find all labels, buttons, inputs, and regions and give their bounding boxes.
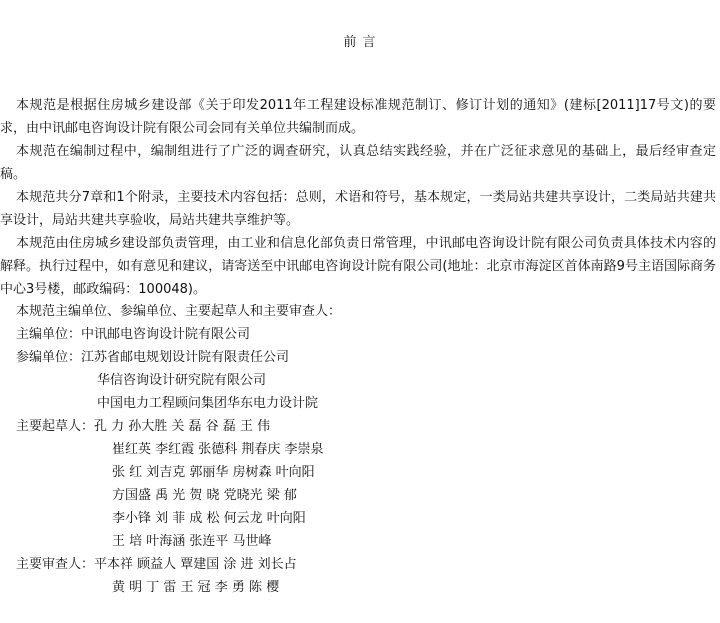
body-paragraphs [0,94,716,301]
drafters-line: 张 红 刘吉克 郭丽华 房树森 叶向阳 [112,465,315,480]
participating-unit: 华信咨询设计研究院有限公司 [97,373,267,388]
participating-unit-row [0,346,716,369]
drafters-label: 主要起草人： [16,419,95,434]
contributors-list [0,300,716,599]
paragraph-management: 本规范由住房城乡建设部负责管理，由工业和信息化部负责日常管理，中讯邮电咨询设计院有限公司负责具体技术内容的解释。执行过程中，如有意见和建议，请寄送至中讯邮电咨询设计院有限公司(地址：北京市海淀区首体南路9号主语国际商务中心3号楼，邮政编码：100048)。 [0,236,716,297]
participating-units-label: 参编单位： [16,350,82,365]
paragraph-contents: 本规范共分7章和1个附录，主要技术内容包括：总则，术语和符号，基本规定，一类局站共建共享设计，二类局站共建共享设计，局站共建共享验收，局站共建共享维护等。 [0,190,716,228]
reviewers-line: 黄 明 丁 雷 王 冠 李 勇 陈 樱 [112,580,280,595]
paragraph-process: 本规范在编制过程中，编制组进行了广泛的调查研究，认真总结实践经验，并在广泛征求意见的基础上，最后经审查定稿。 [0,144,716,182]
drafters-line: 王 培 叶海涵 张连平 马世峰 [112,534,272,549]
reviewers-line: 平本祥 顾益人 覃建国 涂 进 刘长占 [94,557,297,572]
chief-unit-value: 中讯邮电咨询设计院有限公司 [81,327,251,342]
reviewers-row [0,553,716,576]
drafters-line: 方国盛 禹 光 贺 晓 党晓光 梁 郁 [112,488,297,503]
list-intro: 本规范主编单位、参编单位、主要起草人和主要审查人： [16,304,342,319]
drafters-line: 崔红英 李红霞 张德科 荆春庆 李崇泉 [112,442,324,457]
paragraph-basis: 本规范是根据住房城乡建设部《关于印发2011年工程建设标准规范制订、修订计划的通知》(建标[2011]17号文)的要求，由中讯邮电咨询设计院有限公司会同有关单位共编制而成。 [0,98,716,136]
drafters-row [0,415,716,438]
drafters-line: 孔 力 孙大胜 关 磊 谷 磊 王 伟 [94,419,271,434]
reviewers-label: 主要审查人： [16,557,95,572]
participating-unit: 中国电力工程顾问集团华东电力设计院 [97,396,319,411]
participating-unit: 江苏省邮电规划设计院有限责任公司 [81,350,290,365]
chief-unit-row [0,323,716,346]
drafters-line: 李小锋 刘 菲 成 松 何云龙 叶向阳 [112,511,306,526]
page-title: 前 言 [343,35,377,50]
chief-unit-label: 主编单位： [16,327,82,342]
